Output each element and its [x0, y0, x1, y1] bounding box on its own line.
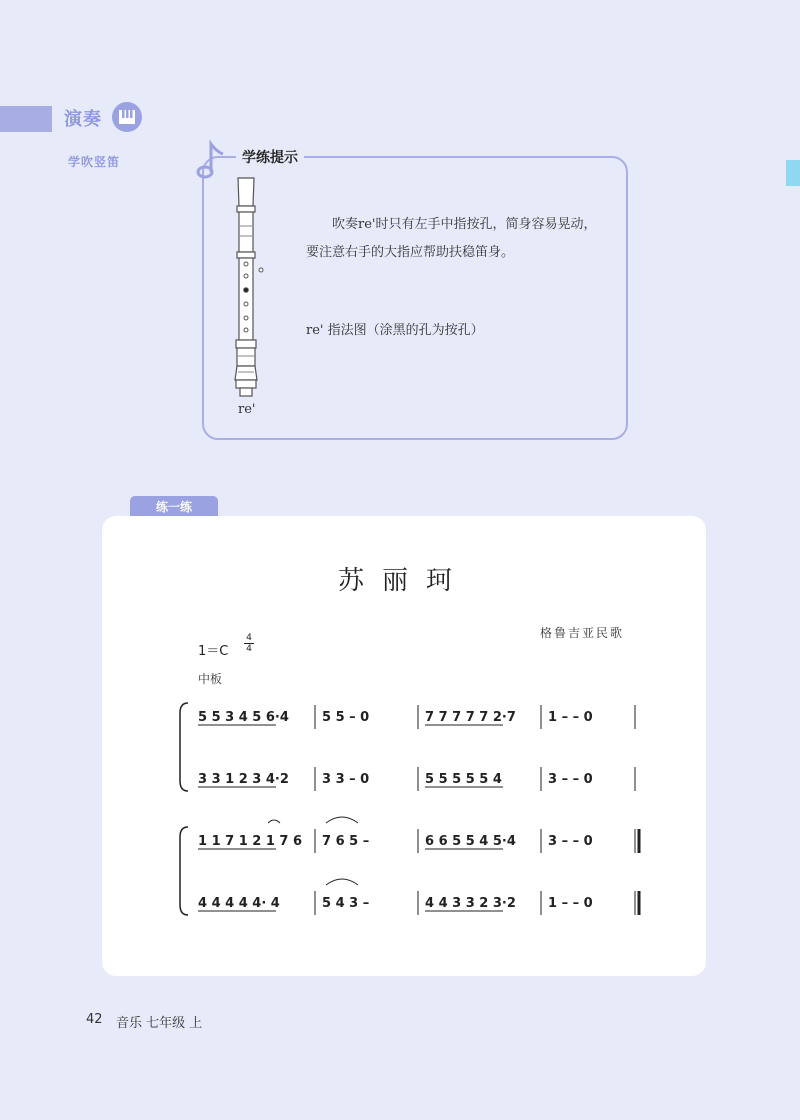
slur: [326, 879, 358, 885]
measure-upper: 1 – – 0: [548, 710, 593, 725]
page-number: 42: [86, 1012, 103, 1027]
measure-lower: 1 – – 0: [548, 896, 593, 911]
measure-lower: 3 3 1 2 3 4·2: [198, 772, 289, 787]
edge-tab: [786, 160, 800, 186]
measure-lower: 3 3 – 0: [322, 772, 370, 787]
measure-lower: 5 5 5 5 5 4: [425, 772, 502, 787]
music-note-icon: [193, 138, 229, 182]
measure-lower: 5 4 3 –: [322, 896, 370, 911]
measure-lower: 4 4 4 4 4· 4: [198, 896, 280, 911]
section-title: 演奏: [64, 109, 102, 130]
tempo-marking: 中板: [198, 672, 223, 686]
song-origin: 格鲁吉亚民歌: [540, 626, 625, 640]
tip-title: 学练提示: [236, 147, 304, 167]
measure-lower: 3 – – 0: [548, 772, 593, 787]
recorder-label: re': [238, 402, 256, 417]
tip-text: 吹奏re'时只有左手中指按孔，简身容易晃动，要注意右手的大指应帮助扶稳笛身。: [306, 217, 597, 260]
section-subtitle: 学吹竖笛: [68, 155, 121, 169]
measure-upper: 7 7 7 7 7 2·7: [425, 710, 516, 725]
recorder-fingering-diagram: [226, 176, 266, 400]
section-band: [0, 106, 52, 132]
book-title: 音乐 七年级 上: [116, 1016, 203, 1031]
measure-upper: 6 6 5 5 4 5·4: [425, 834, 516, 849]
time-signature: [244, 633, 254, 654]
measure-lower: 4 4 3 3 2 3·2: [425, 896, 516, 911]
slur: [326, 817, 358, 823]
time-signature-bottom: 4: [244, 643, 254, 654]
measure-upper: 5 5 3 4 5 6·4: [198, 710, 289, 725]
piano-keys-icon: [112, 102, 142, 132]
slur: [268, 820, 280, 823]
time-signature-top: 4: [246, 633, 252, 643]
jianpu-score: [170, 695, 650, 925]
key-signature: 1＝C: [198, 644, 229, 659]
fingering-caption: re' 指法图（涂黑的孔为按孔）: [306, 323, 484, 338]
system-brace: [180, 703, 188, 791]
measure-upper: 3 – – 0: [548, 834, 593, 849]
measure-upper: 1 1 7 1 2 1 7 6: [198, 834, 303, 849]
practice-tab: 练一练: [130, 496, 218, 518]
measure-upper: 5 5 – 0: [322, 710, 370, 725]
measure-upper: 7 6 5 –: [322, 834, 370, 849]
song-title: 苏丽珂: [337, 566, 470, 596]
system-brace: [180, 827, 188, 915]
